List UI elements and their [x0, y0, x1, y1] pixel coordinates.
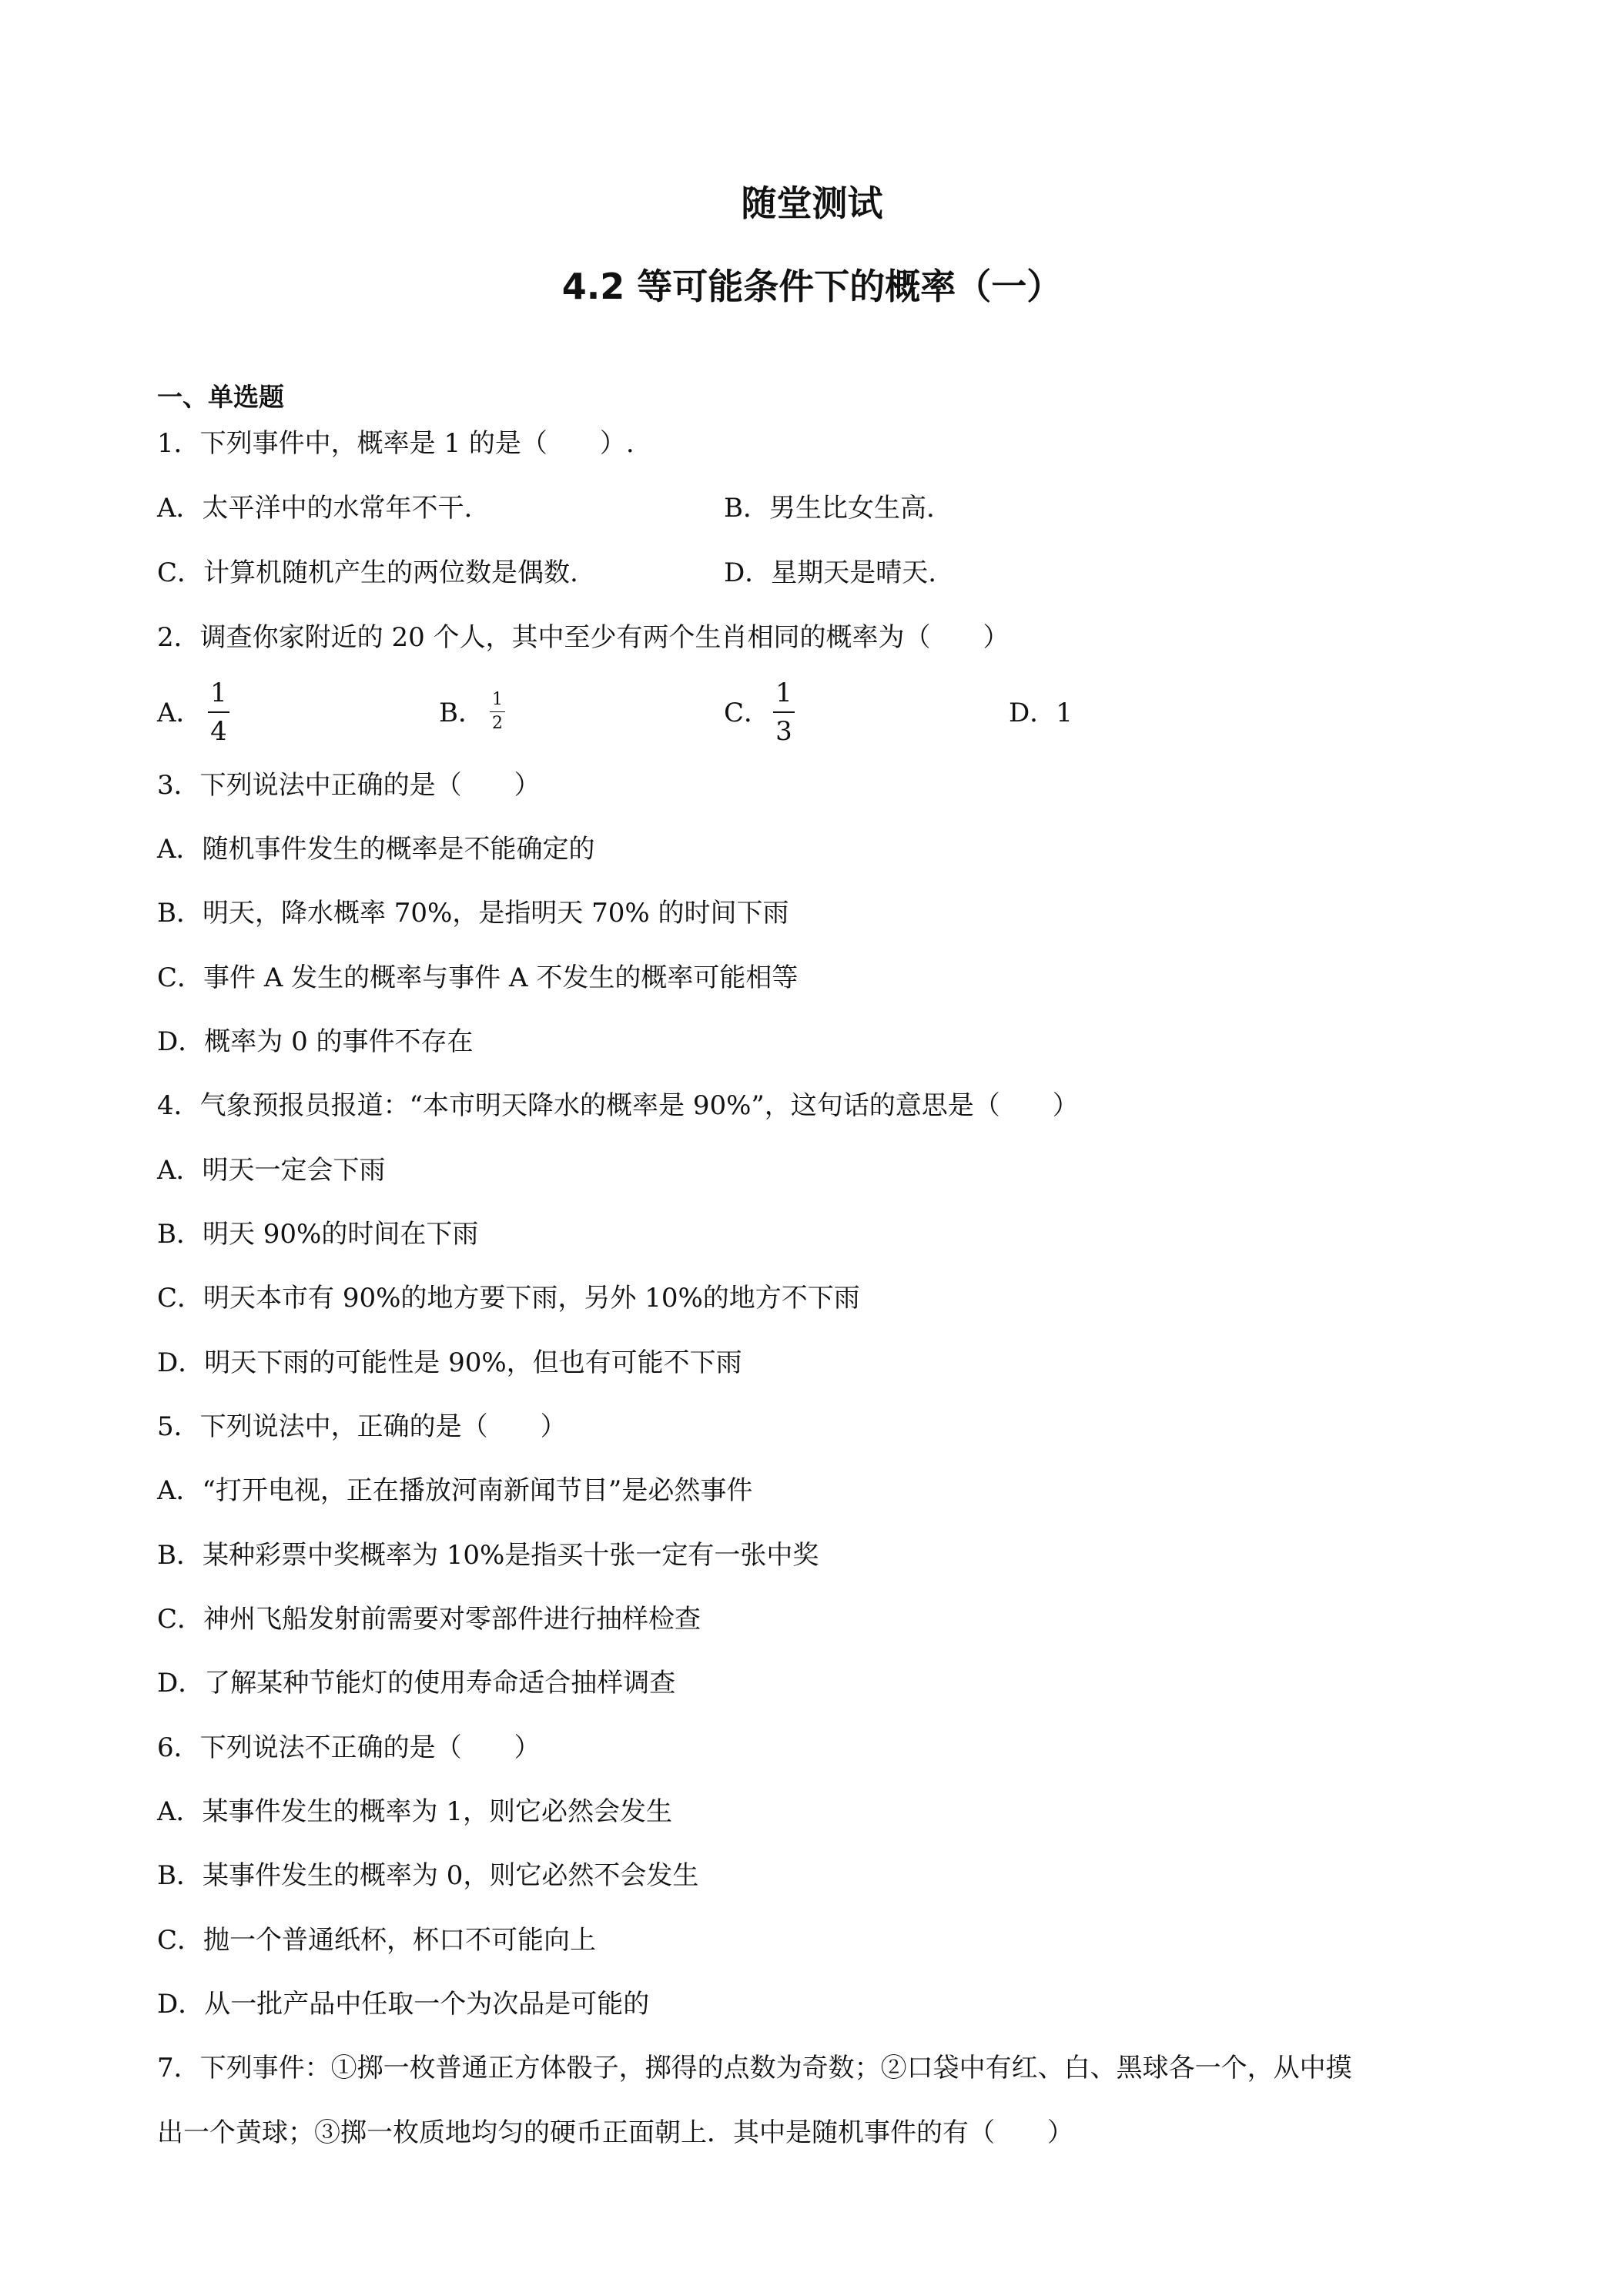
section-heading: 一、单选题: [157, 382, 284, 412]
question-7-stem-line-1: 7．下列事件：①掷一枚普通正方体骰子，掷得的点数为奇数；②口袋中有红、白、黑球各一个，从中摸: [157, 2053, 1352, 2083]
question-1-option-d: D．星期天是晴天.: [724, 557, 937, 588]
question-2-option-a-label: A．: [157, 698, 203, 728]
question-6-option-d: D．从一批产品中任取一个为次品是可能的: [157, 1989, 650, 2020]
fraction-numerator: 1: [775, 678, 792, 708]
question-6-stem: 6．下列说法不正确的是（ ）: [157, 1732, 541, 1763]
question-4-option-a: A．明天一定会下雨: [157, 1155, 386, 1186]
question-2-option-d: D．1: [1009, 698, 1073, 728]
question-3-option-b: B．明天，降水概率 70%，是指明天 70% 的时间下雨: [157, 898, 789, 929]
fraction-bar: [773, 711, 795, 713]
question-2-option-b-fraction: [490, 690, 505, 734]
question-6-option-b: B．某事件发生的概率为 0，则它必然不会发生: [157, 1860, 699, 1891]
question-5-stem: 5．下列说法中，正确的是（ ）: [157, 1411, 567, 1442]
question-2-option-b-label: B．: [439, 698, 484, 728]
question-1-option-c: C．计算机随机产生的两位数是偶数.: [157, 557, 578, 588]
question-2-stem: 2．调查你家附近的 20 个人，其中至少有两个生肖相同的概率为（ ）: [157, 622, 1010, 653]
fraction-denominator: 2: [492, 714, 503, 733]
question-5-option-b: B．某种彩票中奖概率为 10%是指买十张一定有一张中奖: [157, 1540, 819, 1571]
fraction-bar: [208, 711, 229, 713]
question-1-option-a: A．太平洋中的水常年不干.: [157, 493, 473, 524]
question-4-stem: 4．气象预报员报道：“本市明天降水的概率是 90%”，这句话的意思是（ ）: [157, 1090, 1079, 1121]
fraction-bar: [490, 711, 505, 712]
question-2-option-c-fraction: [773, 678, 795, 747]
page-subtitle: 4.2 等可能条件下的概率（一）: [561, 266, 1063, 307]
question-4-option-b: B．明天 90%的时间在下雨: [157, 1219, 479, 1250]
question-5-option-c: C．神州飞船发射前需要对零部件进行抽样检查: [157, 1604, 702, 1635]
question-1-stem: 1．下列事件中，概率是 1 的是（ ）.: [157, 428, 635, 459]
question-4-option-c: C．明天本市有 90%的地方要下雨，另外 10%的地方不下雨: [157, 1283, 860, 1314]
question-5-option-a: A．“打开电视，正在播放河南新闻节目”是必然事件: [157, 1475, 753, 1506]
question-7-stem-line-2: 出一个黄球；③掷一枚质地均匀的硬币正面朝上．其中是随机事件的有（ ）: [157, 2117, 1073, 2148]
question-6-option-c: C．抛一个普通纸杯，杯口不可能向上: [157, 1925, 597, 1956]
fraction-denominator: 3: [775, 716, 792, 747]
fraction-denominator: 4: [210, 716, 227, 747]
fraction-numerator: 1: [210, 678, 227, 708]
page-title: 随堂测试: [741, 182, 883, 224]
fraction-numerator: 1: [492, 690, 503, 709]
question-6-option-a: A．某事件发生的概率为 1，则它必然会发生: [157, 1796, 672, 1827]
question-4-option-d: D．明天下雨的可能性是 90%，但也有可能不下雨: [157, 1347, 742, 1378]
question-3-option-a: A．随机事件发生的概率是不能确定的: [157, 834, 595, 865]
question-3-stem: 3．下列说法中正确的是（ ）: [157, 770, 541, 801]
question-5-option-d: D．了解某种节能灯的使用寿命适合抽样调查: [157, 1668, 676, 1699]
question-3-option-d: D．概率为 0 的事件不存在: [157, 1026, 474, 1057]
question-3-option-c: C．事件 A 发生的概率与事件 A 不发生的概率可能相等: [157, 962, 799, 993]
question-2-option-c-label: C．: [724, 698, 771, 728]
question-1-option-b: B．男生比女生高.: [724, 493, 935, 524]
question-2-option-a-fraction: [208, 678, 229, 747]
